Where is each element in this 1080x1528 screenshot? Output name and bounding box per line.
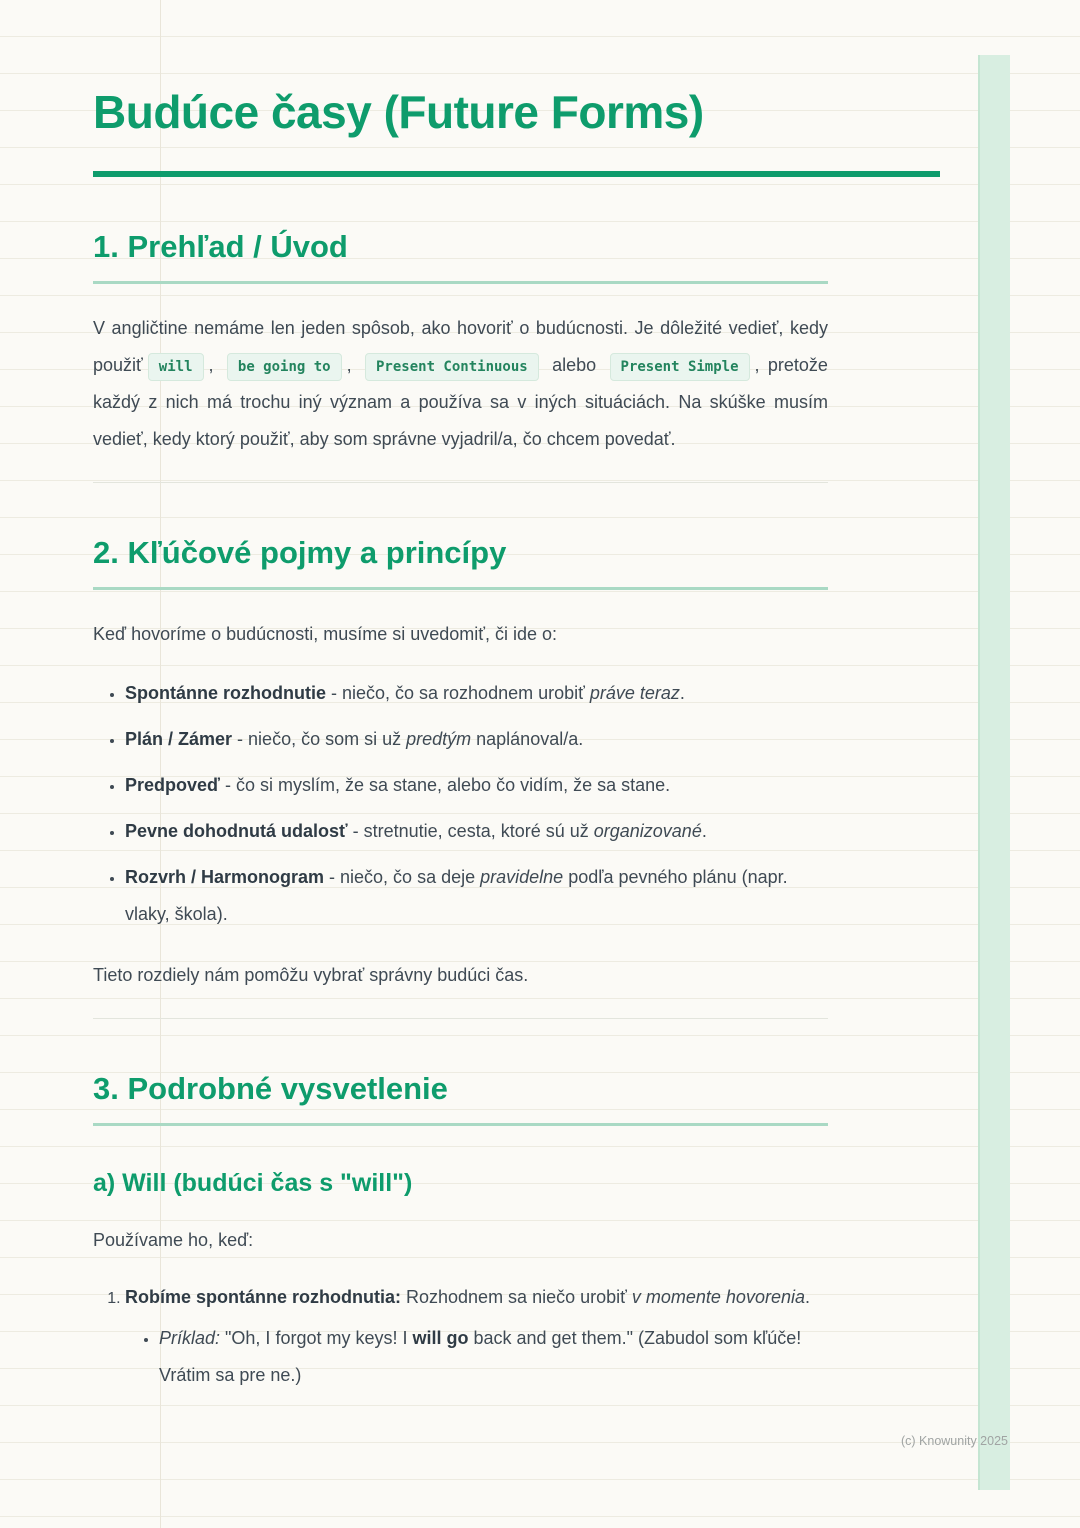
italic-text: organizované	[593, 821, 702, 842]
list-item	[125, 721, 828, 758]
numbered-item	[125, 1279, 828, 1394]
section-1-underline	[93, 281, 828, 284]
text-segment: podľa pevného plánu (napr. vlaky, škola).	[125, 867, 788, 925]
term-label: Pevne dohodnutá udalosť	[125, 821, 348, 842]
text-segment: - niečo, čo sa deje	[324, 867, 481, 888]
term-label: Spontánne rozhodnutie	[125, 683, 326, 704]
italic-text: pravidelne	[480, 867, 564, 888]
text-segment: Rozhodnem sa niečo urobiť	[401, 1287, 632, 1308]
term-label: Robíme spontánne rozhodnutia:	[125, 1287, 401, 1308]
example-label: Príklad:	[159, 1328, 221, 1349]
italic-text: práve teraz	[589, 683, 680, 704]
section-1-paragraph	[93, 310, 828, 458]
section-2-underline	[93, 587, 828, 590]
term-label: Plán / Zámer	[125, 729, 233, 750]
italic-text: v momente hovorenia	[631, 1287, 805, 1308]
subsection-a-intro: Používame ho, keď:	[93, 1230, 254, 1251]
will-usage-list	[93, 1279, 828, 1394]
section-2-heading: 2. Kľúčové pojmy a princípy	[93, 535, 507, 571]
text-segment: - niečo, čo sa rozhodnem urobiť	[325, 683, 590, 704]
text-segment: ,	[346, 355, 352, 376]
code-chip-present-continuous: Present Continuous	[365, 353, 539, 381]
italic-text: predtým	[406, 729, 472, 750]
section-separator	[93, 482, 828, 483]
text-segment: .	[701, 821, 707, 842]
section-2-intro: Keď hovoríme o budúcnosti, musíme si uvedomiť, či ide o:	[93, 624, 558, 645]
list-item	[125, 859, 828, 933]
text-segment: .	[679, 683, 685, 704]
code-chip-will: will	[148, 353, 204, 381]
code-chip-be-going-to: be going to	[227, 353, 342, 381]
list-item	[125, 675, 828, 712]
copyright-note: (c) Knowunity 2025	[900, 1434, 1008, 1448]
text-segment: V angličtine nemáme len jeden spôsob, ako hovoriť o budúcnosti. Je dôležité vedieť, kedy použiť	[93, 318, 828, 376]
decorative-green-strip	[978, 55, 1010, 1490]
key-concepts-list	[93, 675, 828, 933]
section-1-heading: 1. Prehľad / Úvod	[93, 229, 348, 265]
text-segment: .	[804, 1287, 810, 1308]
title-underline	[93, 171, 940, 177]
section-3-heading: 3. Podrobné vysvetlenie	[93, 1071, 448, 1107]
list-item	[125, 767, 828, 804]
text-segment: ,	[208, 355, 214, 376]
text-segment: naplánoval/a.	[471, 729, 584, 750]
text-segment: - niečo, čo som si už	[232, 729, 407, 750]
example-list	[125, 1320, 828, 1394]
text-segment: - čo si myslím, že sa stane, alebo čo vidím, že sa stane.	[219, 775, 671, 796]
text-segment: - stretnutie, cesta, ktoré sú už	[347, 821, 594, 842]
term-label: Predpoveď	[125, 775, 220, 796]
page-title: Budúce časy (Future Forms)	[93, 86, 704, 138]
section-2-outro: Tieto rozdiely nám pomôžu vybrať správny budúci čas.	[93, 965, 529, 986]
subsection-a-heading: a) Will (budúci čas s "will")	[93, 1169, 413, 1198]
text-segment: back and get them." (Zabudol som kľúče! Vrátim sa pre ne.)	[159, 1328, 802, 1386]
section-3-underline	[93, 1123, 828, 1126]
text-segment: "Oh, I forgot my keys! I	[220, 1328, 413, 1349]
example-item	[159, 1320, 828, 1394]
code-chip-present-simple: Present Simple	[610, 353, 750, 381]
list-item	[125, 813, 828, 850]
text-segment: , pretože každý z nich má trochu iný význam a používa sa v iných situáciách. Na skúške musím vedieť, kedy ktorý použiť, aby som správne vyjadril/a, čo chcem povedať.	[93, 355, 828, 450]
text-segment: alebo	[552, 355, 597, 376]
bold-text: will go	[412, 1328, 469, 1349]
document-content	[93, 86, 940, 1394]
term-label: Rozvrh / Harmonogram	[125, 867, 325, 888]
section-separator	[93, 1018, 828, 1019]
